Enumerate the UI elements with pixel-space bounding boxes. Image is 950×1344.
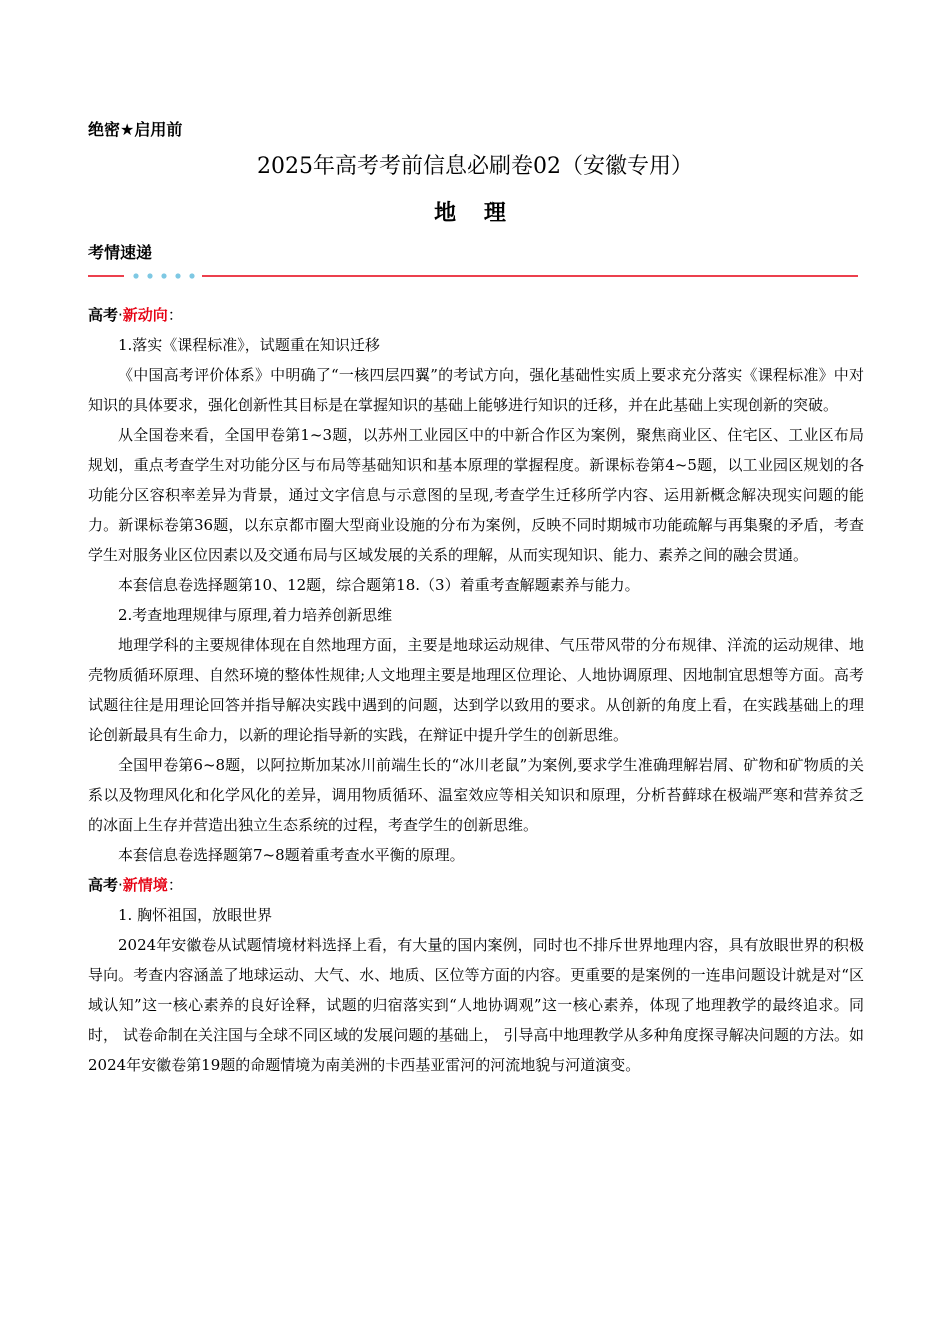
divider-dot <box>133 273 138 278</box>
section-divider <box>88 268 858 284</box>
label-separator: · <box>118 306 123 324</box>
paragraph: 本套信息卷选择题第10、12题，综合题第18.（3）着重考查解题素养与能力。 <box>118 576 640 594</box>
point-heading-1: 1.落实《课程标准》，试题重在知识迁移 <box>118 336 380 354</box>
section-title: 考情速递 <box>88 243 153 262</box>
subsection-label-new-context <box>88 870 864 900</box>
exam-title: 2025年高考考前信息必刷卷02（安徽专用） <box>257 154 693 179</box>
subsection-label-new-trend <box>88 300 864 330</box>
divider-dot <box>147 273 152 278</box>
label-highlight: 新情境 <box>122 876 168 894</box>
paragraph: 2024年安徽卷从试题情境材料选择上看，有大量的国内案例，同时也不排斥世界地理内容，具有放眼世界的积极导向。考查内容涵盖了地球运动、大气、水、地质、区位等方面的内容。更重要的是案例的一连串问题设计就是对“区域认知”这一核心素养的良好诠释，试题的归宿落实到“人地协调观”这一核心素养，体现了地理教学的最终追求。同时， 试卷命制在关注国与全球不同区域的发展问题的基础上， 引导高中地理教学从多种角度探寻解决问题的方法。如2024年安徽卷第19题的命题情境为南美洲的卡西基亚雷河的河流地貌与河道演变。 <box>88 936 864 1074</box>
divider-dot <box>175 273 180 278</box>
paragraph: 地理学科的主要规律体现在自然地理方面，主要是地球运动规律、气压带风带的分布规律、洋流的运动规律、地壳物质循环原理、自然环境的整体性规律;人文地理主要是地理区位理论、人地协调原理、因地制宜思想等方面。高考试题往往是用理论回答并指导解决实践中遇到的问题，达到学以致用的要求。从创新的角度上看，在实践基础上的理论创新最具有生命力，以新的理论指导新的实践，在辩证中提升学生的创新思维。 <box>88 636 864 744</box>
paragraph: 《中国高考评价体系》中明确了“一核四层四翼”的考试方向，强化基础性实质上要求充分落实《课程标准》中对知识的具体要求，强化创新性其目标是在掌握知识的基础上能够进行知识的迁移，并在此基础上实现创新的突破。 <box>88 366 864 414</box>
content-body <box>88 300 864 1080</box>
divider-dot <box>161 273 166 278</box>
label-prefix: 高考 <box>88 876 119 894</box>
label-prefix: 高考 <box>88 306 119 324</box>
paragraph: 本套信息卷选择题第7~8题着重考查水平衡的原理。 <box>118 846 465 864</box>
paragraph: 从全国卷来看，全国甲卷第1~3题，以苏州工业园区中的中新合作区为案例，聚焦商业区、住宅区、工业区布局规划，重点考查学生对功能分区与布局等基础知识和基本原理的掌握程度。新课标卷第4~5题，以工业园区规划的各功能分区容积率差异为背景，通过文字信息与示意图的呈现,考查学生迁移所学内容、运用新概念解决现实问题的能力。新课标卷第36题，以东京都市圈大型商业设施的分布为案例，反映不同时期城市功能疏解与再集聚的矛盾，考查学生对服务业区位因素以及交通布局与区域发展的关系的理解，从而实现知识、能力、素养之间的融会贯通。 <box>88 426 864 564</box>
label-separator: · <box>118 876 123 894</box>
divider-dot <box>189 273 194 278</box>
label-highlight: 新动向 <box>122 306 168 324</box>
label-suffix: ： <box>167 876 183 894</box>
point-heading-2: 2.考查地理规律与原理,着力培养创新思维 <box>118 606 393 624</box>
subject-title: 地 理 <box>434 201 516 226</box>
label-suffix: ： <box>167 306 183 324</box>
confidential-mark: 绝密★启用前 <box>88 120 183 139</box>
paragraph: 全国甲卷第6~8题，以阿拉斯加某冰川前端生长的“冰川老鼠”为案例,要求学生准确理解岩屑、矿物和矿物质的关系以及物理风化和化学风化的差异，调用物质循环、温室效应等相关知识和原理，分析苔藓球在极端严寒和营养贫乏的冰面上生存并营造出独立生态系统的过程，考查学生的创新思维。 <box>88 756 864 834</box>
point-heading-3: 1. 胸怀祖国，放眼世界 <box>118 906 273 924</box>
